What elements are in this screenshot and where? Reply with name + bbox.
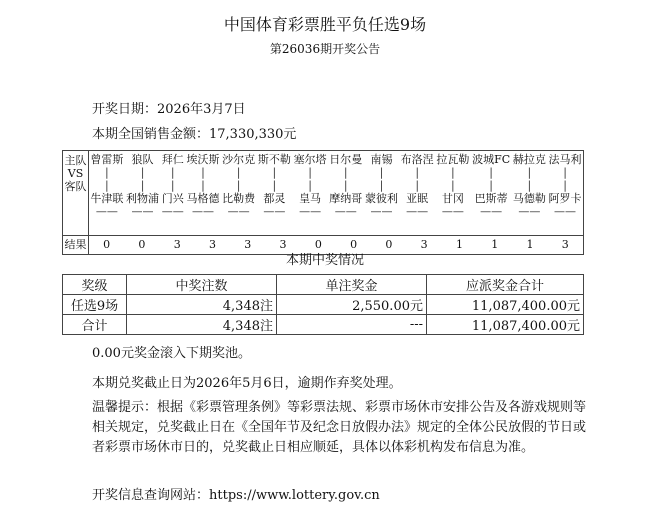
match-column: 曾雷斯 | | 牛津联 —— <box>90 153 124 218</box>
match-result: 0 <box>314 238 322 251</box>
notice-paragraph: 温馨提示：根据《彩票管理条例》等彩票法规、彩票市场休市安排公告及各游戏规则等相关规定，兑奖截止日在《全国年节及纪念日放假办法》规定的全体公民放假的节日或者彩票市场休市日的，兑奖截止日相应顺延，具体以体彩机构发布信息为准。 <box>92 400 587 455</box>
prize-level: 任选9场 <box>63 295 127 315</box>
away-team: 阿罗卡 <box>548 192 582 205</box>
away-team: 牛津联 <box>90 192 124 205</box>
home-team: 塞尔塔 <box>293 153 327 166</box>
table-row <box>63 315 584 335</box>
away-team: 利物浦 <box>126 192 160 205</box>
match-result: 3 <box>420 238 428 251</box>
home-team: 南锡 <box>370 153 393 166</box>
match-list <box>89 151 583 235</box>
match-column: 南锡 | | 蒙彼利 —— <box>364 153 398 218</box>
away-team: 亚眠 <box>406 192 429 205</box>
match-result: 3 <box>244 238 252 251</box>
match-result: 1 <box>455 238 463 251</box>
match-column: 赫拉克 | | 马德勒 —— <box>512 153 546 218</box>
home-team: 狼队 <box>131 153 154 166</box>
away-team: 都灵 <box>263 192 286 205</box>
away-label: 客队 <box>64 180 87 193</box>
match-result: 3 <box>173 238 181 251</box>
match-column: 布洛涅 | | 亚眠 —— <box>400 153 434 218</box>
match-result: 1 <box>526 238 534 251</box>
total-prize: 11,087,400.00元 <box>427 315 584 335</box>
deadline-note: 本期兑奖截止日为2026年5月6日，逾期作弃奖处理。 <box>92 376 402 391</box>
home-team: 斯不勒 <box>257 153 291 166</box>
header-cell: 应派奖金合计 <box>427 275 584 295</box>
table-row <box>63 295 584 315</box>
single-prize: 2,550.00元 <box>277 295 427 315</box>
draw-date: 开奖日期：2026年3月7日 <box>92 102 246 117</box>
away-team: 门兴 <box>161 192 184 205</box>
home-team: 法马利 <box>548 153 582 166</box>
website-link[interactable]: 开奖信息查询网站：https://www.lottery.gov.cn <box>92 488 380 503</box>
match-result: 1 <box>491 238 499 251</box>
home-team: 日尔曼 <box>329 153 363 166</box>
team-labels <box>63 151 89 236</box>
page-subtitle: 第26036期开奖公告 <box>269 42 381 56</box>
match-result: 0 <box>350 238 358 251</box>
winning-count: 4,348注 <box>127 315 277 335</box>
page-title: 中国体育彩票胜平负任选9场 <box>223 15 427 34</box>
match-column: 法马利 | | 阿罗卡 —— <box>548 153 582 218</box>
single-prize: --- <box>277 315 427 335</box>
match-column: 日尔曼 | | 摩纳哥 —— <box>329 153 363 218</box>
away-team: 蒙彼利 <box>364 192 398 205</box>
rollover-note: 0.00元奖金滚入下期奖池。 <box>92 346 251 361</box>
sales-amount: 本期全国销售金额：17,330,330元 <box>92 127 297 142</box>
away-team: 马格德 <box>186 192 220 205</box>
total-prize: 11,087,400.00元 <box>427 295 584 315</box>
prize-table <box>62 274 584 335</box>
away-team: 马德勒 <box>512 192 546 205</box>
home-label: 主队 <box>64 154 87 167</box>
match-result: 3 <box>561 238 569 251</box>
header-cell: 中奖注数 <box>127 275 277 295</box>
prize-header-row <box>63 275 584 295</box>
result-label: 结果 <box>63 236 89 255</box>
home-team: 曾雷斯 <box>90 153 124 166</box>
away-team: 摩纳哥 <box>329 192 363 205</box>
match-column: 拜仁 | | 门兴 —— <box>161 153 184 218</box>
match-table <box>62 150 584 255</box>
match-column: 埃沃斯 | | 马格德 —— <box>186 153 220 218</box>
away-team: 巴斯蒂 <box>474 192 508 205</box>
winning-count: 4,348注 <box>127 295 277 315</box>
match-result: 3 <box>208 238 216 251</box>
match-column: 狼队 | | 利物浦 —— <box>126 153 160 218</box>
vs-label: VS <box>67 167 84 180</box>
match-column: 波城FC | | 巴斯蒂 —— <box>472 153 511 218</box>
away-team: 甘冈 <box>441 192 464 205</box>
prize-section-title: 本期中奖情况 <box>285 253 364 268</box>
match-column: 沙尔克 | | 比勒费 —— <box>222 153 256 218</box>
home-team: 埃沃斯 <box>186 153 220 166</box>
header-cell: 单注奖金 <box>277 275 427 295</box>
home-team: 拉瓦勒 <box>436 153 470 166</box>
match-column: 塞尔塔 | | 皇马 —— <box>293 153 327 218</box>
match-column: 斯不勒 | | 都灵 —— <box>257 153 291 218</box>
home-team: 拜仁 <box>161 153 184 166</box>
header-cell: 奖级 <box>63 275 127 295</box>
prize-level: 合计 <box>63 315 127 335</box>
match-result: 3 <box>279 238 287 251</box>
home-team: 赫拉克 <box>512 153 546 166</box>
away-team: 比勒费 <box>222 192 256 205</box>
home-team: 布洛涅 <box>400 153 434 166</box>
match-result: 0 <box>138 238 146 251</box>
away-team: 皇马 <box>299 192 322 205</box>
home-team: 波城FC <box>472 153 511 166</box>
match-result: 0 <box>385 238 393 251</box>
home-team: 沙尔克 <box>222 153 256 166</box>
match-column: 拉瓦勒 | | 甘冈 —— <box>436 153 470 218</box>
match-result: 0 <box>103 238 111 251</box>
